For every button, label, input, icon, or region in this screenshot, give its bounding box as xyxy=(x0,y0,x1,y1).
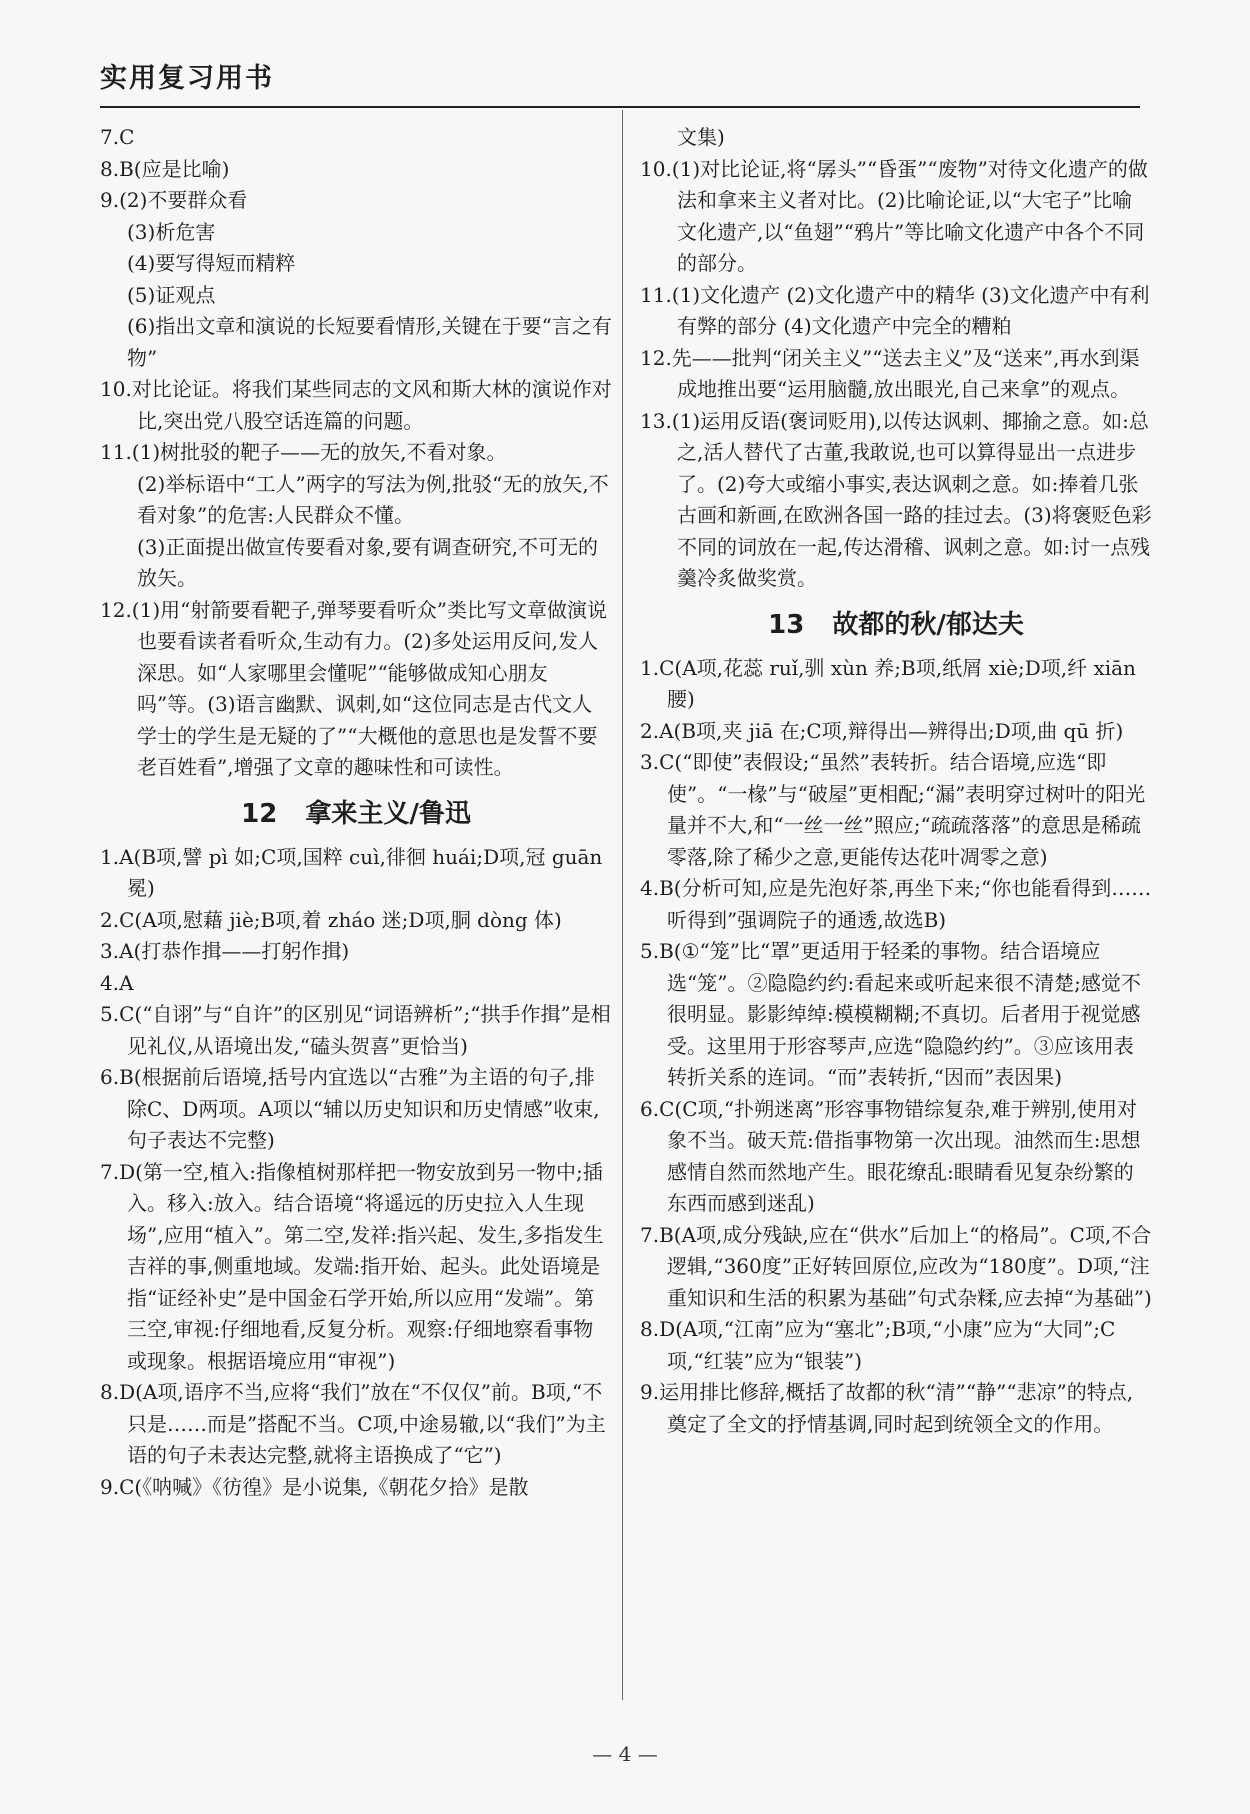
answer-item: 10.(1)对比论证,将“孱头”“昏蛋”“废物”对待文化遗产的做法和拿来主义者对比。(2)比喻论证,以“大宅子”比喻文化遗产,以“鱼翅”“鸦片”等比喻文化遗产中各个不同的部分。 xyxy=(640,156,1148,275)
answer-item: 4.A xyxy=(100,970,134,995)
book-title: 实用复习用书 xyxy=(100,63,274,94)
answer-item: 7.C xyxy=(100,125,135,149)
section-heading-13 xyxy=(640,607,1152,643)
answer-item: 11.(1)文化遗产 (2)文化遗产中的精华 (3)文化遗产中有利有弊的部分 (4)文化遗产中完全的糟粕 xyxy=(640,282,1150,338)
answer-item: 3.A(打恭作揖——打躬作揖) xyxy=(100,939,350,963)
answer-item: 6.B(根据前后语境,括号内宜选以“古雅”为主语的句子,排除C、D两项。A项以“辅以历史知识和历史情感”收束,句子表达不完整) xyxy=(100,1065,600,1152)
answer-item: 3.C(“即使”表假设;“虽然”表转折。结合语境,应选“即使”。“一椽”与“破屋”更相配;“漏”表明穿过树叶的阳光量并不大,和“一丝一丝”照应;“疏疏落落”的意思是稀疏零落,除了稀少之意,更能传达花叶凋零之意) xyxy=(640,750,1146,869)
answer-subitem: (3)析危害 xyxy=(127,219,216,244)
answer-subitem: (3)正面提出做宣传要看对象,要有调查研究,不可无的放矢。 xyxy=(137,534,599,590)
section-number: 12 xyxy=(241,798,278,829)
answer-item: 2.C(A项,慰藉 jiè;B项,着 zháo 迷;D项,胴 dòng 体) xyxy=(100,907,562,932)
answer-item: 9.运用排比修辞,概括了故都的秋“清”“静”“悲凉”的特点,奠定了全文的抒情基调,同时起到统领全文的作用。 xyxy=(640,1380,1134,1436)
answer-item: 10.对比论证。将我们某些同志的文风和斯大林的演说作对比,突出党八股空话连篇的问题。 xyxy=(100,377,612,433)
answer-item: 5.C(“自诩”与“自许”的区别见“词语辨析”;“拱手作揖”是相见礼仪,从语境出发,“磕头贺喜”更恰当) xyxy=(100,1002,611,1058)
answer-item: 11.(1)树批驳的靶子——无的放矢,不看对象。 xyxy=(100,440,507,464)
answer-item: 7.D(第一空,植入:指像植树那样把一物安放到另一物中;插入。移入:放入。结合语境“将遥远的历史拉入人生现场”,应用“植入”。第二空,发祥:指兴起、发生,多指发生吉祥的事,侧重地域。发端:指开始、起头。此处语境是指“证经补史”是中国金石学开始,所以应用“发端”。第三空,审视:仔细地看,反复分析。观察:仔细地察看事物或现象。根据语境应用“审视”) xyxy=(100,1159,604,1373)
section-number: 13 xyxy=(768,609,805,640)
answer-item: 1.A(B项,譬 pì 如;C项,国粹 cuì,徘徊 huái;D项,冠 guān 冕) xyxy=(100,844,603,900)
page-header xyxy=(100,56,1140,95)
section-title: 故都的秋/郁达夫 xyxy=(832,609,1024,640)
answer-continuation: 文集) xyxy=(677,125,725,149)
answer-subitem: (5)证观点 xyxy=(127,282,216,307)
header-divider xyxy=(100,106,1140,108)
answer-subitem: (2)举标语中“工人”两字的写法为例,批驳“无的放矢,不看对象”的危害:人民群众不懂。 xyxy=(137,471,609,527)
answer-item: 8.B(应是比喻) xyxy=(100,156,230,181)
right-column xyxy=(640,122,1152,1440)
column-divider xyxy=(622,110,623,1700)
section-heading-12 xyxy=(100,796,612,832)
answer-item: 13.(1)运用反语(褒词贬用),以传达讽刺、揶揄之意。如:总之,活人替代了古董,我敢说,也可以算得显出一点进步了。(2)夸大或缩小事实,表达讽刺之意。如:捧着几张古画和新画,在欧洲各国一路的挂过去。(3)将褒贬色彩不同的词放在一起,传达滑稽、讽刺之意。如:讨一点残羹冷炙做奖赏。 xyxy=(640,408,1152,590)
answer-item: 7.B(A项,成分残缺,应在“供水”后加上“的格局”。C项,不合逻辑,“360度”正好转回原位,应改为“180度”。D项,“注重知识和生活的积累为基础”句式杂糅,应去掉“为基础”) xyxy=(640,1222,1152,1310)
answer-item: 12.先——批判“闭关主义”“送去主义”及“送来”,再水到渠成地推出要“运用脑髓,放出眼光,自己来拿”的观点。 xyxy=(640,345,1140,401)
answer-item: 9.(2)不要群众看 xyxy=(100,188,248,212)
answer-item: 2.A(B项,夹 jiā 在;C项,辩得出—辨得出;D项,曲 qū 折) xyxy=(640,718,1124,743)
section-title: 拿来主义/鲁迅 xyxy=(305,798,471,829)
answer-item: 5.B(①“笼”比“罩”更适用于轻柔的事物。结合语境应选“笼”。②隐隐约约:看起来或听起来很不清楚;感觉不很明显。影影绰绰:模模糊糊;不真切。后者用于视觉感受。这里用于形容琴声,应选“隐隐约约”。③应该用表转折关系的连词。“而”表转折,“因而”表因果) xyxy=(640,939,1141,1089)
answer-item: 12.(1)用“射箭要看靶子,弹琴要看听众”类比写文章做演说也要看读者看听众,生动有力。(2)多处运用反问,发人深思。如“人家哪里会懂呢”“能够做成知心朋友吗”等。(3)语言幽默、讽刺,如“这位同志是古代文人学士的学生是无疑的了”“大概他的意思也是发誓不要老百姓看”,增强了文章的趣味性和可读性。 xyxy=(100,597,607,779)
page-number: — 4 — xyxy=(592,1742,658,1766)
answer-subitem: (6)指出文章和演说的长短要看情形,关键在于要“言之有物” xyxy=(127,314,612,370)
answer-item: 8.D(A项,“江南”应为“塞北”;B项,“小康”应为“大同”;C项,“红装”应为“银装”) xyxy=(640,1317,1116,1373)
left-column xyxy=(100,122,612,1503)
answer-item: 6.C(C项,“扑朔迷离”形容事物错综复杂,难于辨别,使用对象不当。破天荒:借指事物第一次出现。油然而生:思想感情自然而然地产生。眼花缭乱:眼睛看见复杂纷繁的东西而感到迷乱) xyxy=(640,1096,1141,1215)
answer-item: 8.D(A项,语序不当,应将“我们”放在“不仅仅”前。B项,“不只是……而是”搭配不当。C项,中途易辙,以“我们”为主语的句子未表达完整,就将主语换成了“它”) xyxy=(100,1380,606,1467)
answer-item: 9.C(《呐喊》《彷徨》是小说集,《朝花夕拾》是散 xyxy=(100,1474,529,1499)
answer-item: 4.B(分析可知,应是先泡好茶,再坐下来;“你也能看得到……听得到”强调院子的通透,故选B) xyxy=(640,876,1152,932)
answer-subitem: (4)要写得短而精粹 xyxy=(127,251,296,275)
answer-item: 1.C(A项,花蕊 ruǐ,驯 xùn 养;B项,纸屑 xiè;D项,纤 xiān 腰) xyxy=(640,655,1136,711)
